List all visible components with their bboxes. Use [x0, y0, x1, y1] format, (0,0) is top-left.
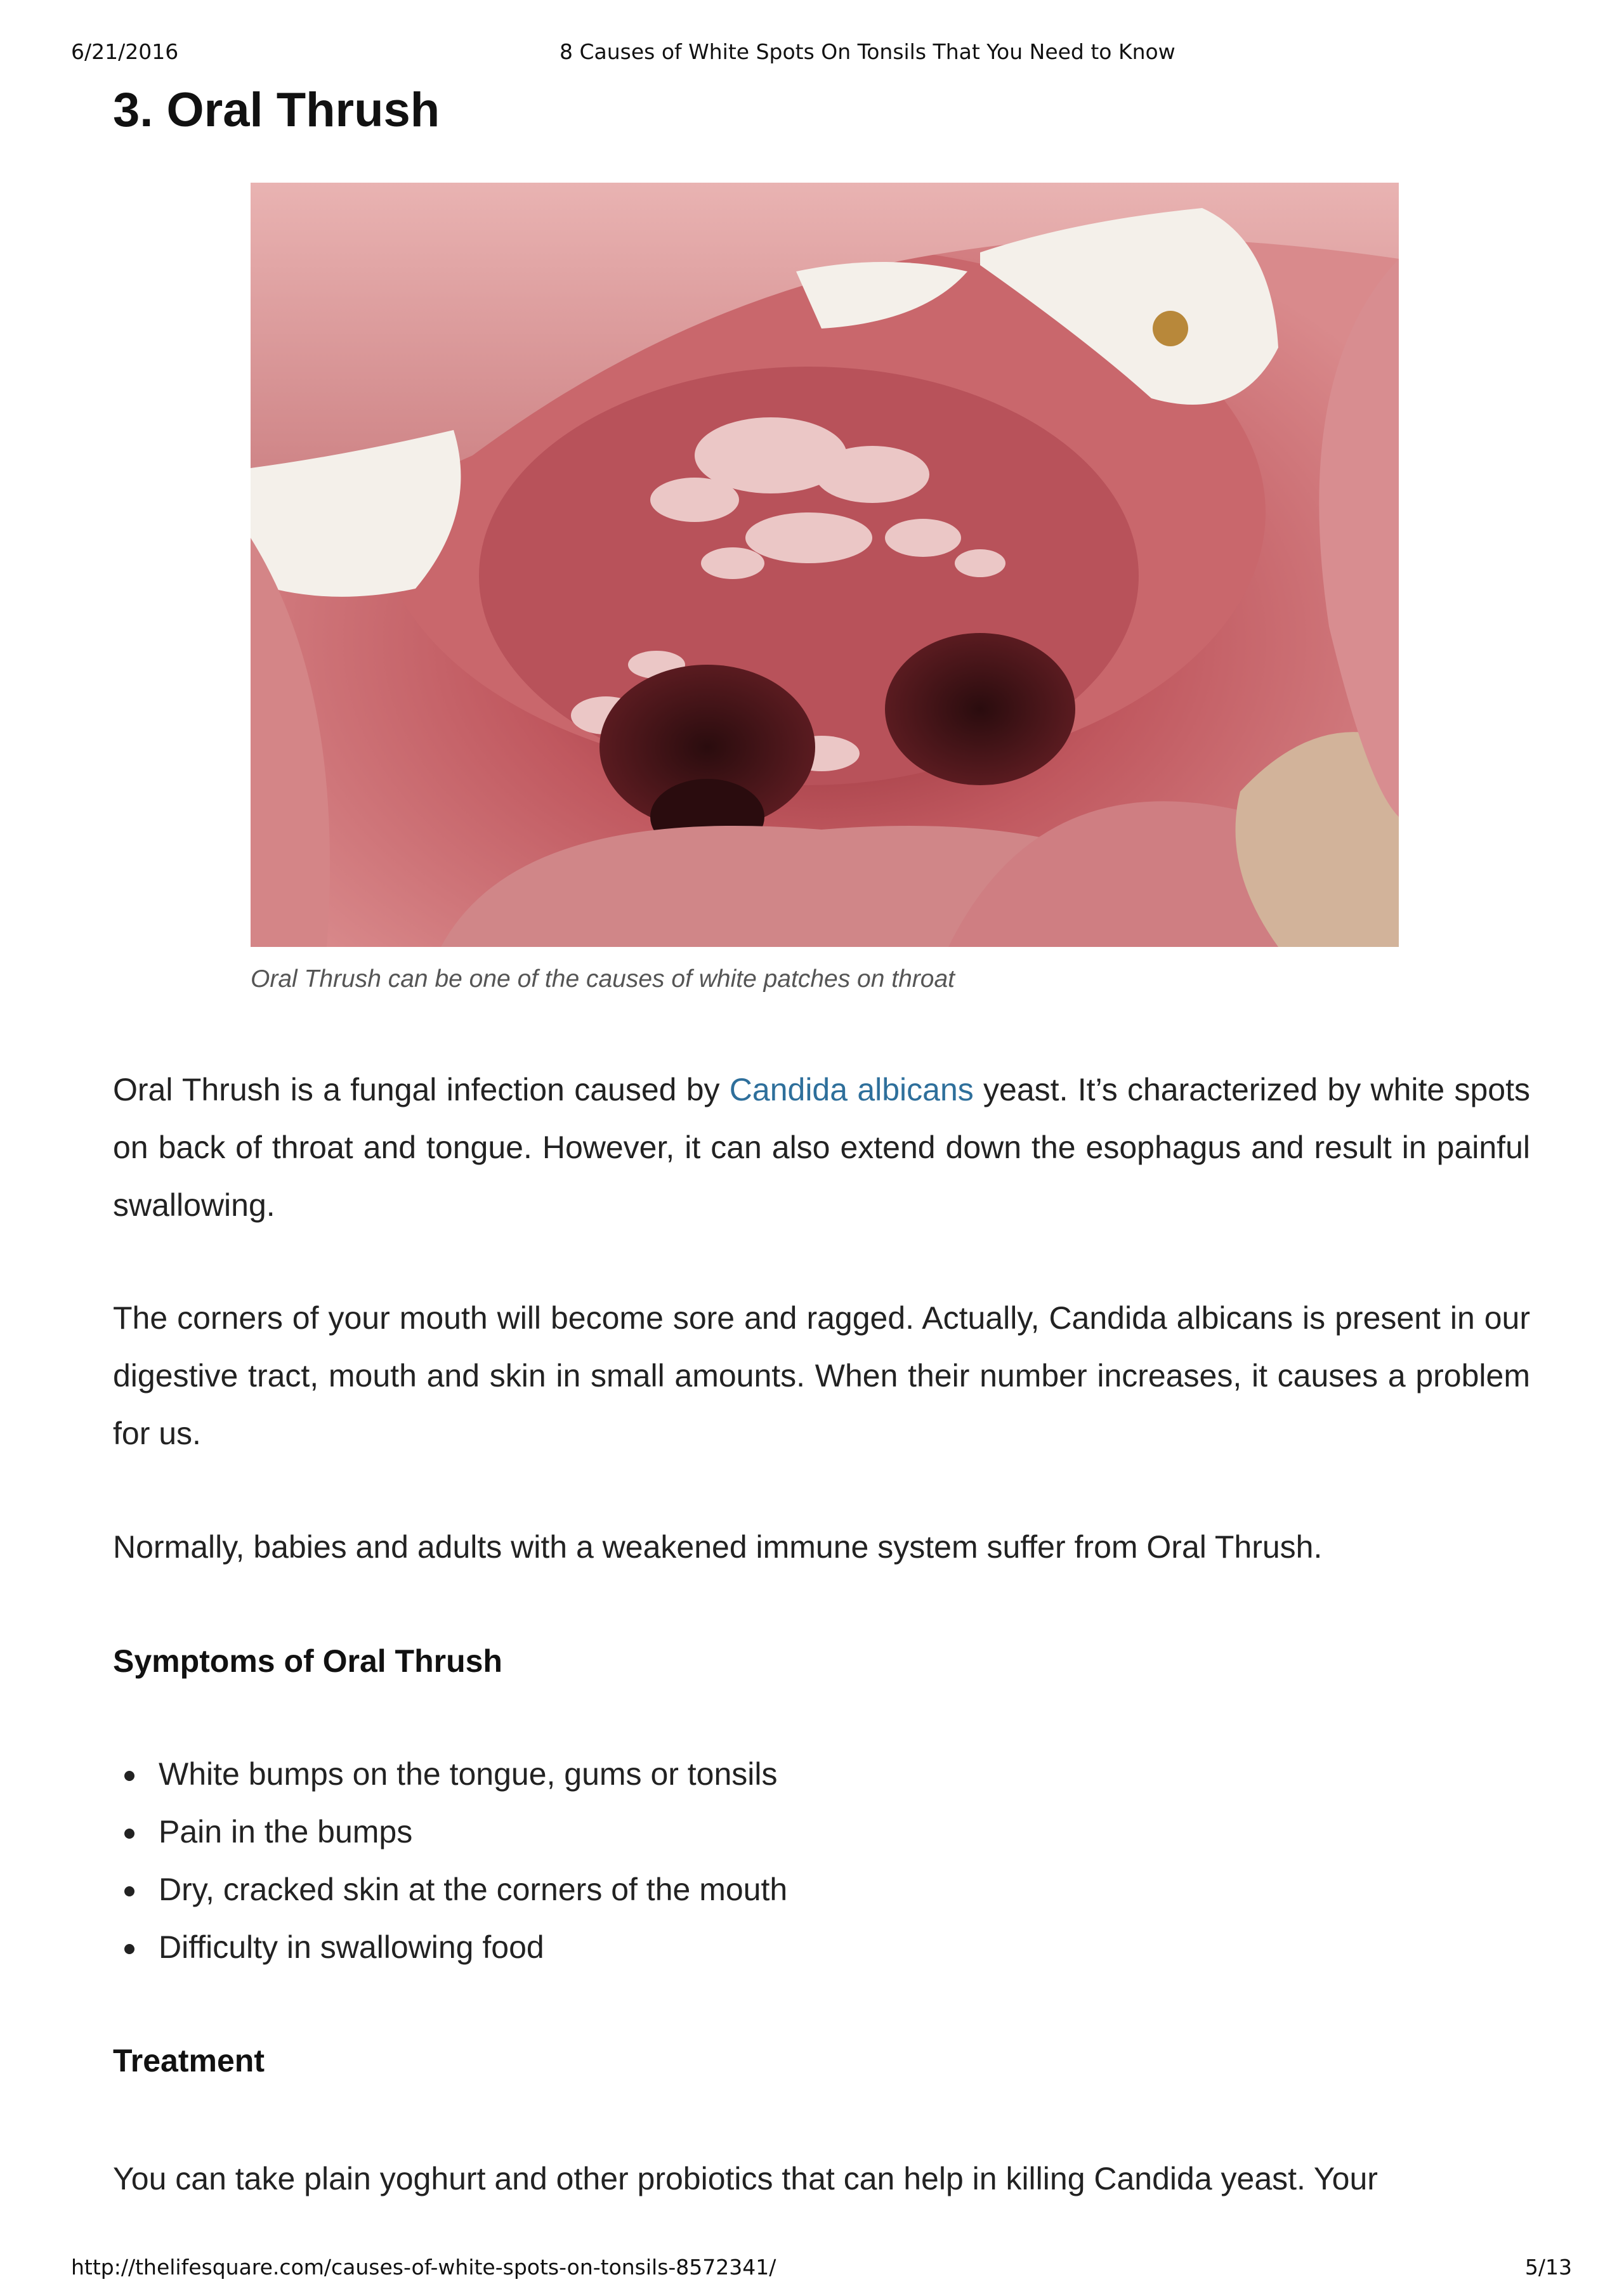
paragraph-intro	[113, 1061, 1530, 1234]
print-date: 6/21/2016	[71, 39, 179, 64]
paragraph-intro-start: Oral Thrush is a fungal infection caused by	[113, 1072, 730, 1107]
list-item: Dry, cracked skin at the corners of the mouth	[113, 1861, 787, 1919]
page-url: http://thelifesquare.com/causes-of-white-spots-on-tonsils-8572341/	[71, 2255, 776, 2280]
list-item: Pain in the bumps	[113, 1803, 787, 1861]
print-header	[71, 39, 1553, 67]
page-number: 5/13	[1524, 2255, 1572, 2280]
symptoms-heading: Symptoms of Oral Thrush	[113, 1643, 502, 1679]
print-document-title: 8 Causes of White Spots On Tonsils That You Need to Know	[560, 39, 1175, 64]
symptoms-list	[113, 1745, 787, 1976]
section-title: 3. Oral Thrush	[113, 83, 440, 137]
figure-caption: Oral Thrush can be one of the causes of white patches on throat	[251, 965, 955, 993]
paragraph-corners: The corners of your mouth will become sore and ragged. Actually, Candida albicans is present in our digestive tract, mouth and skin in small amounts. When their number increases, it causes a problem for us.	[113, 1300, 1530, 1451]
paragraph-risk-groups: Normally, babies and adults with a weakened immune system suffer from Oral Thrush.	[113, 1529, 1323, 1565]
list-item: Difficulty in swallowing food	[113, 1919, 787, 1976]
paragraph-treatment: You can take plain yoghurt and other probiotics that can help in killing Candida yeast. Your	[113, 2161, 1378, 2196]
throat-photo-illustration	[251, 183, 1399, 947]
candida-albicans-link[interactable]: Candida albicans	[729, 1072, 974, 1107]
list-item: White bumps on the tongue, gums or tonsils	[113, 1745, 787, 1803]
oral-thrush-photo	[251, 183, 1399, 947]
paragraph-intro-end: yeast. It’s characterized by white spots on back of throat and tongue. However, it can also extend down the esophagus and result in painful swallowing.	[113, 1072, 1531, 1223]
treatment-heading: Treatment	[113, 2043, 265, 2078]
print-footer	[71, 2255, 1572, 2283]
